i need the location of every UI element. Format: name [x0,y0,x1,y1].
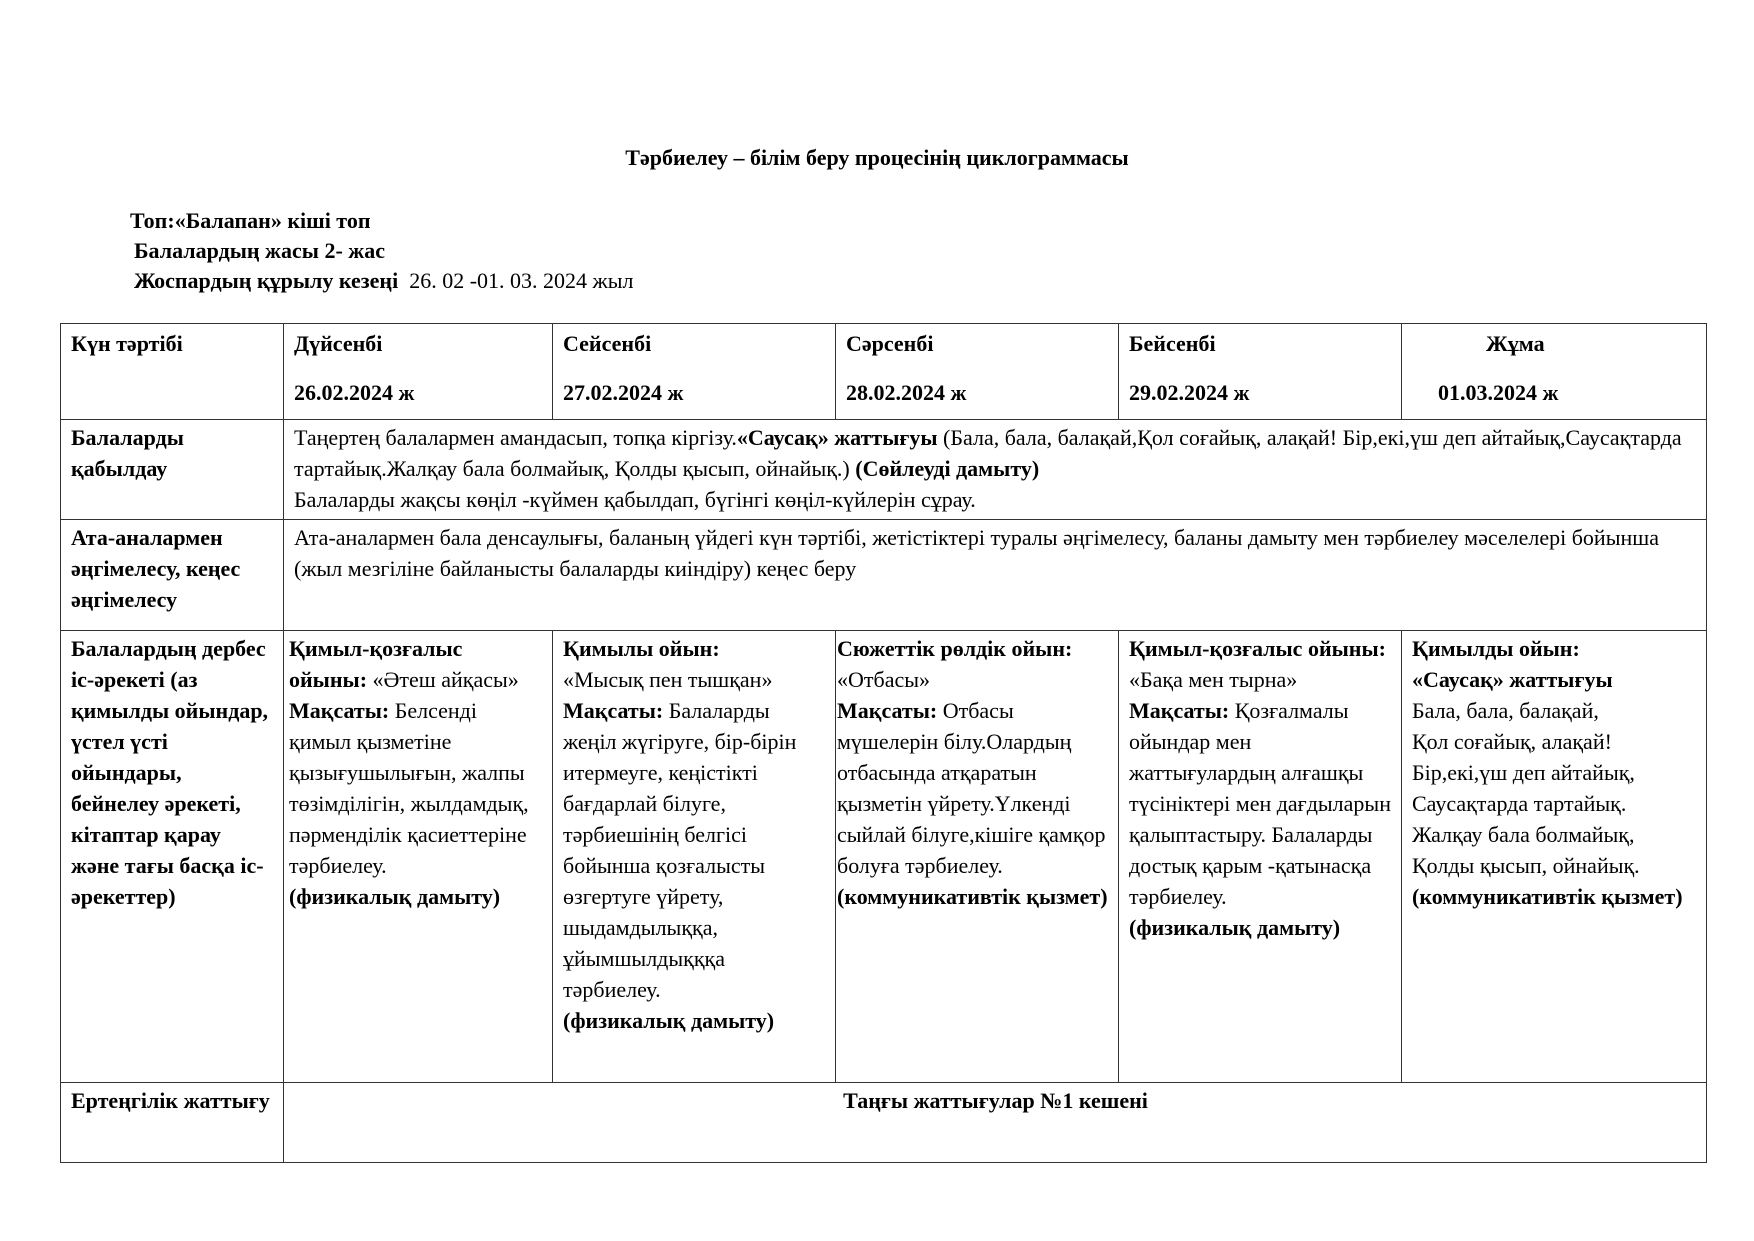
header-thursday: Бейсенбі 29.02.2024 ж [1119,324,1402,420]
row-label-parents: Ата-аналармен әңгімелесу, кеңес әңгімелесу [61,520,284,631]
row-label-activities: Балалардың дербес іс-әрекеті (аз қимылды ойындар, үстел үсті ойындары, бейнелеу әрекеті, кітаптар қарау және тағы басқа іс-әрекеттер) [61,631,284,1083]
header-schedule-cell: Күн тәртібі [61,324,284,420]
group-line: Топ:«Балапан» кіші топ [130,208,371,233]
cyclogram-table [60,323,1707,1163]
activity-monday: Қимыл-қозғалыс ойыны: «Әтеш айқасы» Мақсаты: Белсенді қимыл қызметіне қызығушылығын, жалпы төзімділігін, жылдамдық, пәрменділік қасиеттеріне тәрбиелеу. (физикалық дамыту) [284,631,553,1083]
row-parents [61,520,1707,631]
row-morning-exercise [61,1083,1707,1163]
parents-text: Ата-аналармен бала денсаулығы, баланың үйдегі күн тәртібі, жетістіктері туралы әңгімелесу, баланы дамыту мен тәрбиелеу мәселелері бойынша (жыл мезгіліне байланысты балаларды киіндіру) кеңес беру [284,520,1707,631]
header-tuesday: Сейсенбі 27.02.2024 ж [553,324,836,420]
row-label-morning-exercise: Ертеңгілік жаттығу [61,1083,284,1163]
activity-thursday: Қимыл-қозғалыс ойыны: «Бақа мен тырна» Мақсаты: Қозғалмалы ойындар мен жаттығулардың алғашқы түсініктері мен дағдыларын қалыптастыру. Балаларды достық қарым -қатынасқа тәрбиелеу. (физикалық дамыту) [1119,631,1402,1083]
row-label-reception: Балаларды қабылдау [61,420,284,520]
header-friday: Жұма 01.03.2024 ж [1402,324,1707,420]
row-activities [61,631,1707,1083]
activity-friday: Қимылды ойын: «Саусақ» жаттығуы Бала, бала, балақай, Қол соғайық, алақай! Бір,екі,үш деп айтайық, Саусақтарда тартайық. Жалқау бала болмайық, Қолды қысып, ойнайық. (коммуникативтік қызмет) [1402,631,1707,1083]
header-monday: Дүйсенбі 26.02.2024 ж [284,324,553,420]
period-line: Жоспардың құрылу кезеңі 26. 02 -01. 03. 2024 жыл [134,268,634,293]
activity-wednesday: Сюжеттік рөлдік ойын: «Отбасы» Мақсаты: Отбасы мүшелерін білу.Олардың отбасында атқаратын қызметін үйрету.Үлкенді сыйлай білуге,кішіге қамқор болуға тәрбиелеу. (коммуникативтік қызмет) [836,631,1119,1083]
morning-exercise-text: Таңғы жаттығулар №1 кешені [284,1083,1707,1163]
reception-text: Таңертең балалармен амандасып, топқа кіргізу.«Саусақ» жаттығуы (Бала, бала, балақай,Қол соғайық, алақай! Бір,екі,үш деп айтайық,Саусақтарда тартайық.Жалқау бала болмайық, Қолды қысып, ойнайық.) (Сөйлеуді дамыту) Балаларды жақсы көңіл -күймен қабылдап, бүгінгі көңіл-күйлерін сұрау. [284,420,1707,520]
row-reception [61,420,1707,520]
header-wednesday: Сәрсенбі 28.02.2024 ж [836,324,1119,420]
document-title: Тәрбиелеу – білім беру процесінің циклограммасы [625,145,1129,170]
activity-tuesday: Қимылы ойын: «Мысық пен тышқан» Мақсаты: Балаларды жеңіл жүгіруге, бір-бірін итермеуге, кеңістікті бағдарлай білуге, тәрбиешінің белгісі бойынша қозғалысты өзгертуге үйрету, шыдамдылыққа, ұйымшылдықққа тәрбиелеу. (физикалық дамыту) [553,631,836,1083]
age-line: Балалардың жасы 2- жас [134,238,385,263]
header-row [61,324,1707,420]
